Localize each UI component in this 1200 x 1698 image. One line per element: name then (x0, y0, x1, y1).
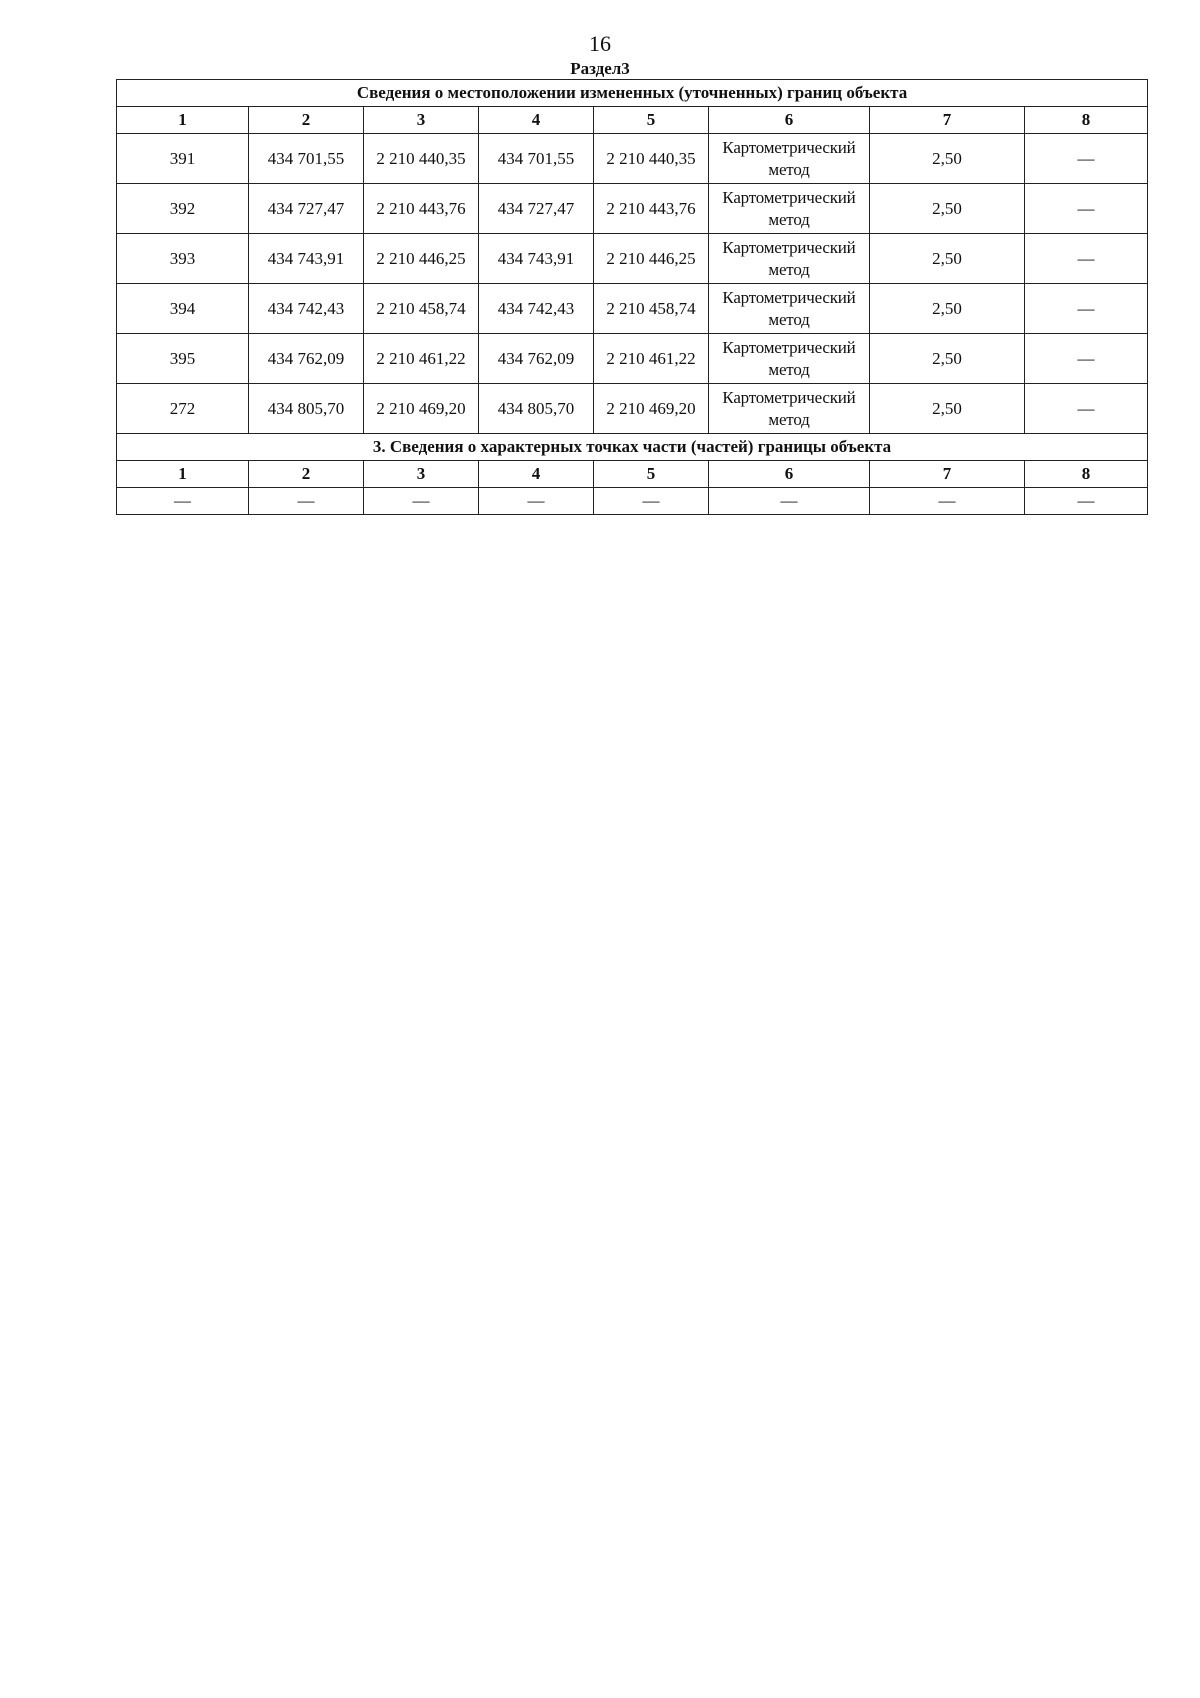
point-number-cell: 394 (117, 284, 249, 334)
column-header: 7 (870, 461, 1025, 488)
existing-x-cell: 434 762,09 (249, 334, 364, 384)
refined-y-cell: 2 210 461,22 (594, 334, 709, 384)
point-number-cell: 393 (117, 234, 249, 284)
table-header-row (117, 461, 1148, 488)
method-cell: Картометрический метод (709, 284, 870, 334)
table-row (117, 488, 1148, 515)
description-cell: — (1025, 184, 1148, 234)
refined-x-cell: 434 742,43 (479, 284, 594, 334)
description-cell: — (1025, 334, 1148, 384)
point-number-cell: 272 (117, 384, 249, 434)
description-cell: — (1025, 134, 1148, 184)
column-header: 2 (249, 107, 364, 134)
refined-y-cell: 2 210 469,20 (594, 384, 709, 434)
refined-x-cell: 434 727,47 (479, 184, 594, 234)
column-header: 4 (479, 107, 594, 134)
table-row (117, 384, 1148, 434)
empty-cell: — (364, 488, 479, 515)
refined-x-cell: 434 805,70 (479, 384, 594, 434)
table-caption-row (117, 434, 1148, 461)
existing-y-cell: 2 210 461,22 (364, 334, 479, 384)
table-row (117, 334, 1148, 384)
empty-cell: — (870, 488, 1025, 515)
refined-y-cell: 2 210 458,74 (594, 284, 709, 334)
column-header: 2 (249, 461, 364, 488)
method-cell: Картометрический метод (709, 134, 870, 184)
accuracy-cell: 2,50 (870, 334, 1025, 384)
column-header: 5 (594, 107, 709, 134)
refined-y-cell: 2 210 443,76 (594, 184, 709, 234)
existing-y-cell: 2 210 458,74 (364, 284, 479, 334)
table-row (117, 184, 1148, 234)
table-header-row (117, 107, 1148, 134)
table-row (117, 234, 1148, 284)
table-caption: Сведения о местоположении измененных (уточненных) границ объекта (117, 80, 1148, 107)
column-header: 7 (870, 107, 1025, 134)
boundary-table (116, 79, 1148, 515)
existing-x-cell: 434 701,55 (249, 134, 364, 184)
page-number: 16 (589, 31, 611, 56)
refined-y-cell: 2 210 440,35 (594, 134, 709, 184)
section-title: Раздел3 (570, 59, 630, 78)
accuracy-cell: 2,50 (870, 134, 1025, 184)
existing-y-cell: 2 210 440,35 (364, 134, 479, 184)
column-header: 4 (479, 461, 594, 488)
column-header: 5 (594, 461, 709, 488)
existing-x-cell: 434 727,47 (249, 184, 364, 234)
method-cell: Картометрический метод (709, 184, 870, 234)
accuracy-cell: 2,50 (870, 184, 1025, 234)
accuracy-cell: 2,50 (870, 384, 1025, 434)
method-cell: Картометрический метод (709, 234, 870, 284)
empty-cell: — (1025, 488, 1148, 515)
empty-cell: — (249, 488, 364, 515)
column-header: 1 (117, 461, 249, 488)
point-number-cell: 392 (117, 184, 249, 234)
existing-y-cell: 2 210 443,76 (364, 184, 479, 234)
description-cell: — (1025, 284, 1148, 334)
table-row (117, 134, 1148, 184)
description-cell: — (1025, 234, 1148, 284)
point-number-cell: 391 (117, 134, 249, 184)
column-header: 6 (709, 461, 870, 488)
empty-cell: — (594, 488, 709, 515)
column-header: 6 (709, 107, 870, 134)
table-caption: 3. Сведения о характерных точках части (частей) границы объекта (117, 434, 1148, 461)
accuracy-cell: 2,50 (870, 284, 1025, 334)
description-cell: — (1025, 384, 1148, 434)
refined-y-cell: 2 210 446,25 (594, 234, 709, 284)
table-caption-row (117, 80, 1148, 107)
refined-x-cell: 434 743,91 (479, 234, 594, 284)
method-cell: Картометрический метод (709, 384, 870, 434)
refined-x-cell: 434 762,09 (479, 334, 594, 384)
empty-cell: — (709, 488, 870, 515)
empty-cell: — (117, 488, 249, 515)
empty-cell: — (479, 488, 594, 515)
existing-x-cell: 434 743,91 (249, 234, 364, 284)
column-header: 8 (1025, 461, 1148, 488)
table-row (117, 284, 1148, 334)
point-number-cell: 395 (117, 334, 249, 384)
column-header: 3 (364, 107, 479, 134)
existing-y-cell: 2 210 446,25 (364, 234, 479, 284)
refined-x-cell: 434 701,55 (479, 134, 594, 184)
column-header: 8 (1025, 107, 1148, 134)
accuracy-cell: 2,50 (870, 234, 1025, 284)
column-header: 3 (364, 461, 479, 488)
existing-x-cell: 434 805,70 (249, 384, 364, 434)
method-cell: Картометрический метод (709, 334, 870, 384)
existing-x-cell: 434 742,43 (249, 284, 364, 334)
column-header: 1 (117, 107, 249, 134)
existing-y-cell: 2 210 469,20 (364, 384, 479, 434)
